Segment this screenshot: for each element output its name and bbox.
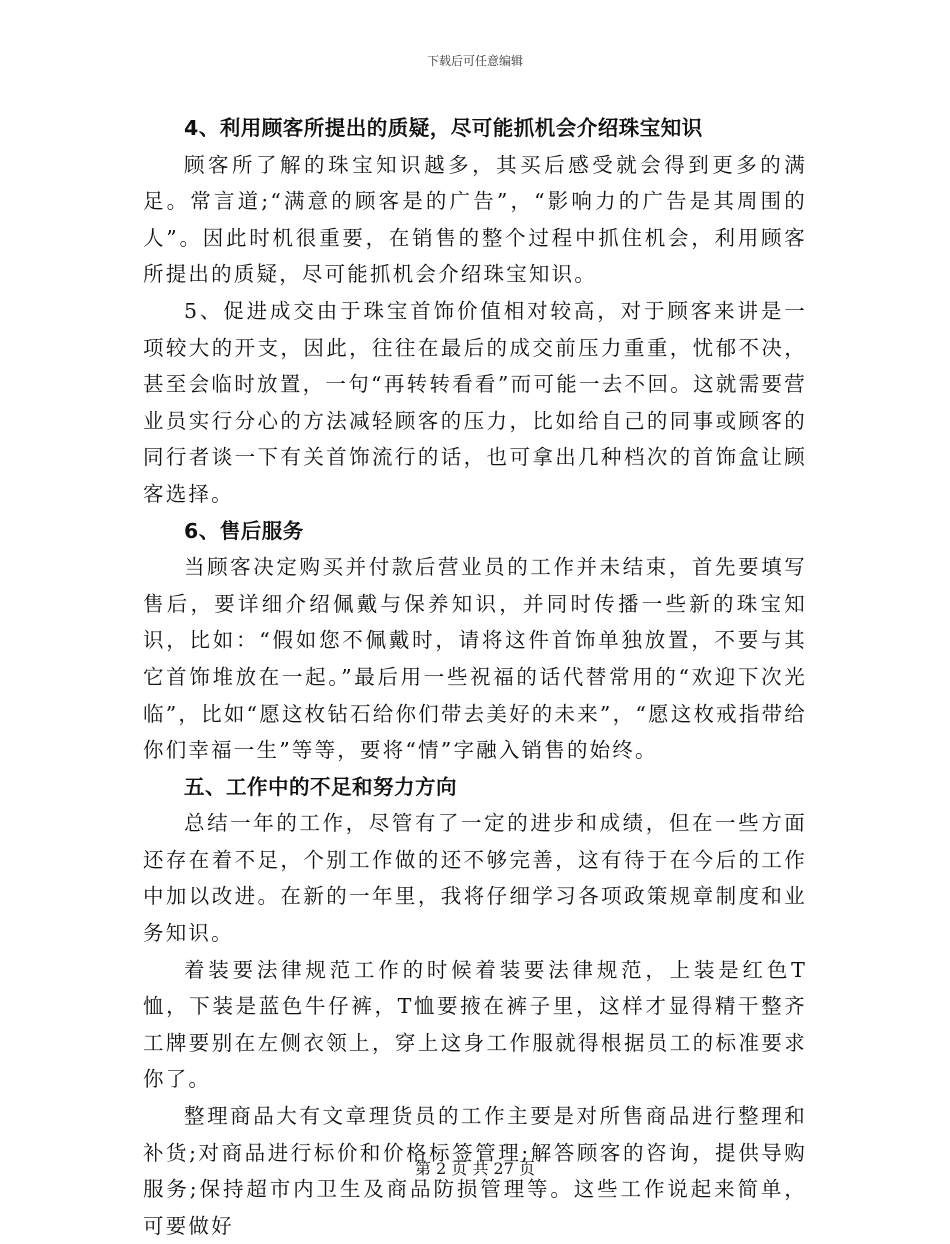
section-heading-five: 五、工作中的不足和努力方向 [184, 774, 457, 799]
paragraph-dress-code: 着装要法律规范工作的时候着装要法律规范，上装是红色T恤，下装是蓝色牛仔裤，T恤要掖在裤子里，这样才显得精干整齐工牌要别在左侧衣领上，穿上这身工作服就得根据员工的标准要求你了。 [143, 957, 807, 1092]
section-heading-4: 4、利用顾客所提出的质疑，尽可能抓机会介绍珠宝知识 [184, 116, 703, 140]
paragraph-customer-knowledge: 顾客所了解的珠宝知识越多，其买后感受就会得到更多的满足。常言道;“满意的顾客是的广告”，“影响力的广告是其周围的人”。因此时机很重要，在销售的整个过程中抓住机会，利用顾客所提出的质疑，尽可能抓机会介绍珠宝知识。 [143, 152, 807, 287]
paragraph-promote-deal: 5、促进成交由于珠宝首饰价值相对较高，对于顾客来讲是一项较大的开支，因此，往往在最后的成交前压力重重，忧郁不决，甚至会临时放置，一句“再转转看看”而可能一去不回。这就需要营业员实行分心的方法减轻顾客的压力，比如给自己的同事或顾客的同行者谈一下有关首饰流行的话，也可拿出几种档次的首饰盒让顾客选择。 [143, 298, 807, 506]
section-heading-6: 6、售后服务 [184, 518, 304, 543]
page-header-note: 下载后可任意编辑 [426, 54, 523, 68]
paragraph-after-sales: 当顾客决定购买并付款后营业员的工作并未结束，首先要填写售后，要详细介绍佩戴与保养知识，并同时传播一些新的珠宝知识，比如：“假如您不佩戴时，请将这件首饰单独放置，不要与其它首饰堆放在一起。”最后用一些祝福的话代替常用的“欢迎下次光临”，比如“愿这枚钻石给你们带去美好的未来”，“愿这枚戒指带给你们幸福一生”等等，要将“情”字融入销售的始终。 [143, 555, 807, 763]
document-body [143, 110, 807, 1244]
paragraph-merchandise: 整理商品大有文章理货员的工作主要是对所售商品进行整理和补货;对商品进行标价和价格标签管理;解答顾客的咨询，提供导购服务;保持超市内卫生及商品防损管理等。这些工作说起来简单，可要做好 [143, 1104, 807, 1238]
page-number: 第 2 页 共 27 页 [415, 1159, 535, 1178]
paragraph-summary: 总结一年的工作，尽管有了一定的进步和成绩，但在一些方面还存在着不足，个别工作做的还不够完善，这有待于在今后的工作中加以改进。在新的一年里，我将仔细学习各项政策规章制度和业务知识。 [143, 811, 807, 946]
